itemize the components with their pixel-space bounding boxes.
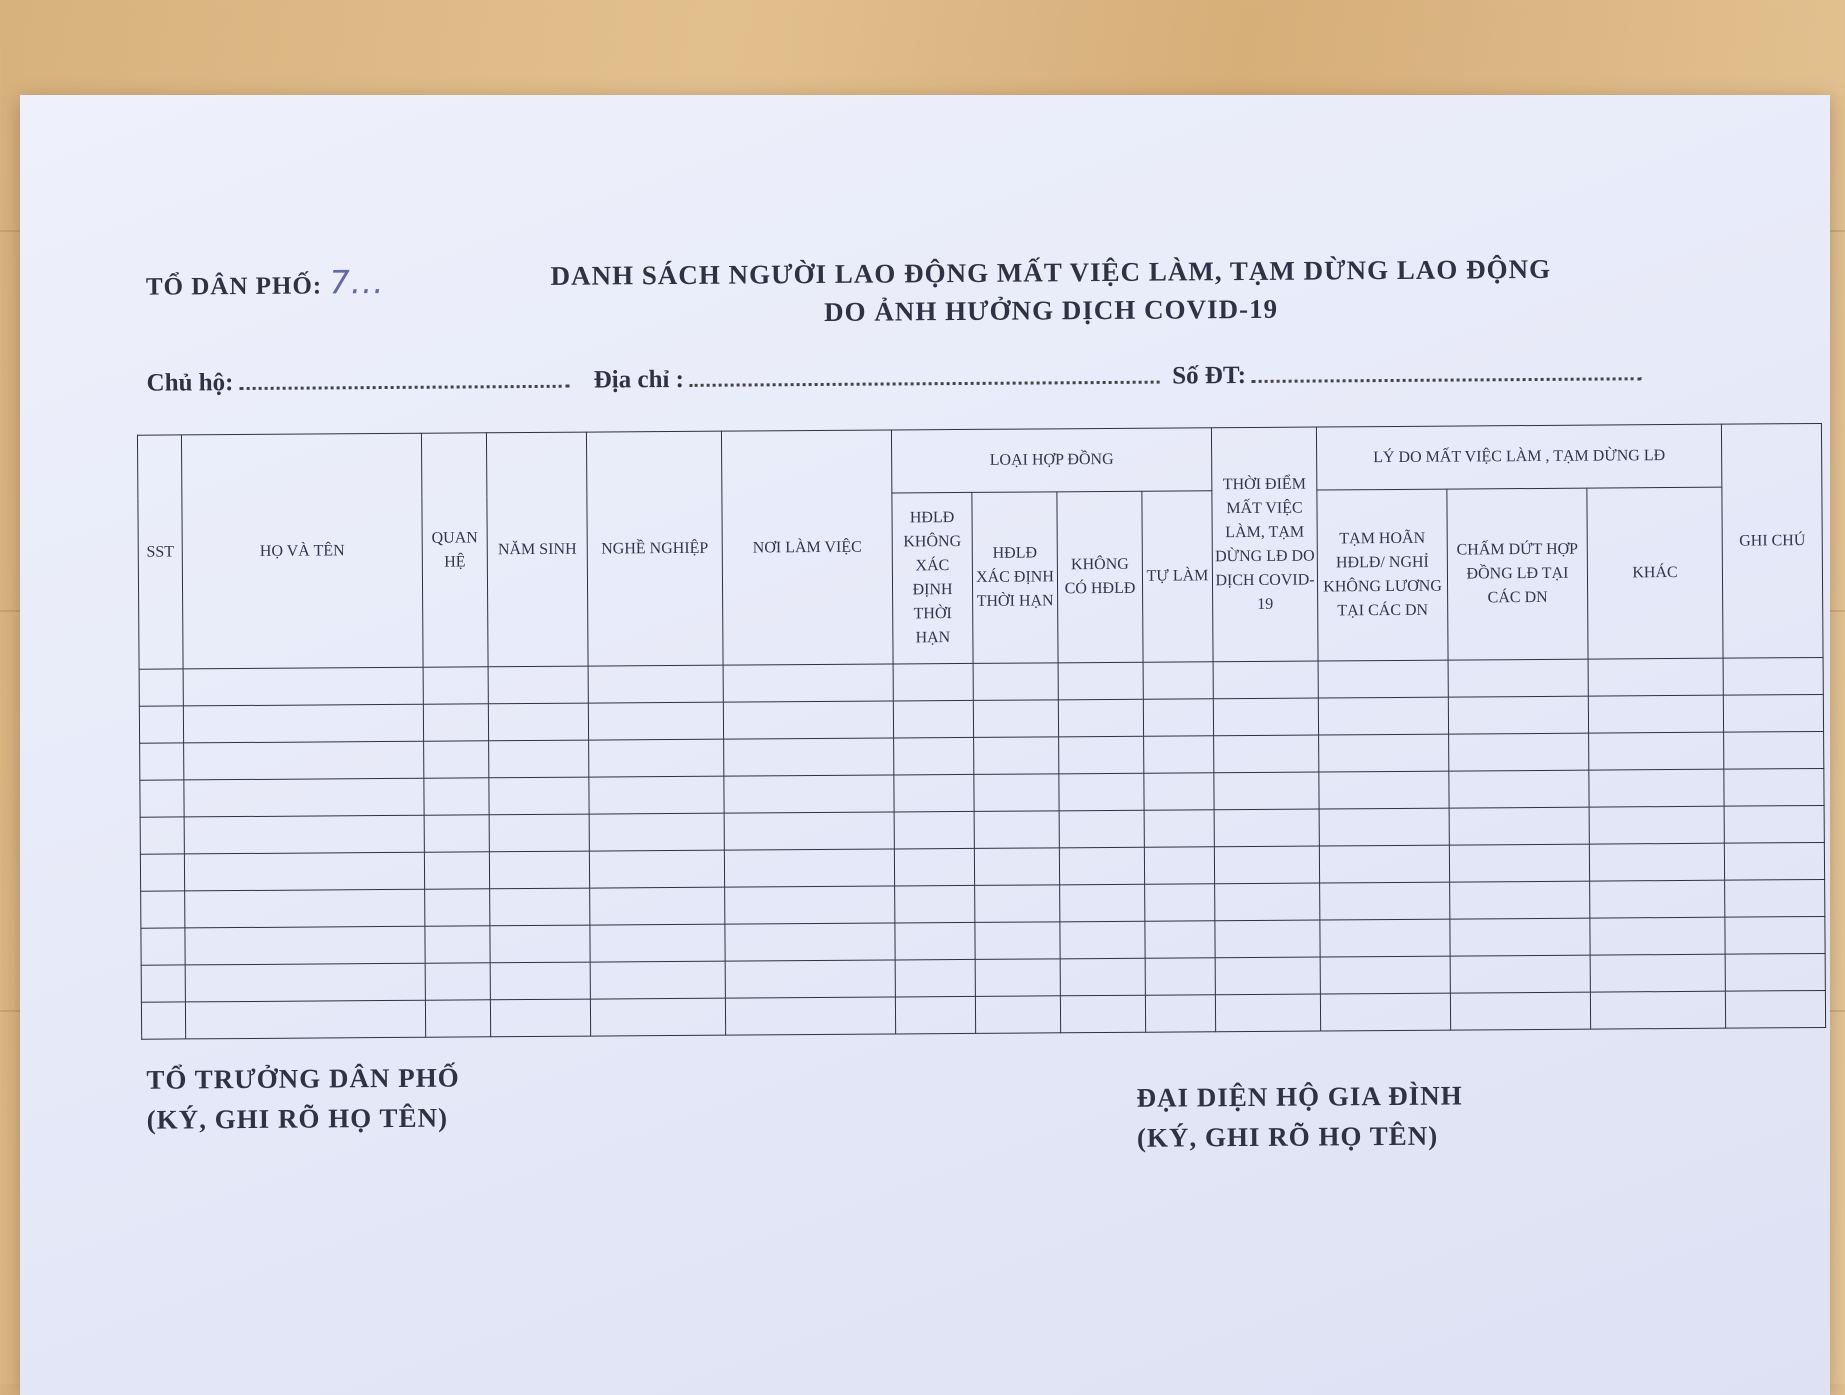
table-cell[interactable] [1059,810,1144,848]
table-cell[interactable] [185,963,425,1002]
form-content [100,143,1806,1255]
table-cell[interactable] [1590,917,1725,955]
table-cell[interactable] [1060,995,1145,1033]
table-cell[interactable] [1724,768,1824,806]
table-cell[interactable] [895,959,975,997]
table-cell[interactable] [424,741,489,778]
dia-chi-field [690,365,1160,387]
table-cell[interactable] [589,776,724,814]
table-cell[interactable] [1449,770,1589,808]
table-cell[interactable] [1448,659,1588,697]
household-info-line [146,359,1706,398]
table-cell[interactable] [425,963,490,1000]
table-cell[interactable] [488,666,588,704]
table-cell[interactable] [1059,773,1144,811]
table-cell[interactable] [1724,805,1824,843]
table-cell[interactable] [1450,881,1590,919]
table-cell[interactable] [974,737,1059,775]
table-cell[interactable] [589,813,724,851]
table-cell[interactable] [895,996,975,1034]
table-cell[interactable] [724,812,894,850]
header-nam-sinh: NĂM SINH [486,432,588,667]
table-cell[interactable] [185,1000,425,1039]
table-cell[interactable] [1059,736,1144,774]
header-nghe-nghiep: NGHỀ NGHIỆP [586,431,723,666]
table-cell[interactable] [1145,995,1215,1032]
table-cell[interactable] [1319,845,1449,883]
table-cell[interactable] [184,815,424,854]
header-ly-do: LÝ DO MẤT VIỆC LÀM , TẠM DỪNG LĐ [1316,424,1721,490]
table-cell[interactable] [1144,773,1214,810]
table-cell[interactable] [975,996,1060,1034]
table-cell[interactable] [894,811,974,849]
table-cell[interactable] [1449,733,1589,771]
table-cell[interactable] [1214,809,1319,847]
header-khac: KHÁC [1587,487,1723,659]
header-loai-hop-dong: LOẠI HỢP ĐỒNG [891,428,1211,493]
table-cell[interactable] [974,774,1059,812]
table-cell[interactable] [1725,879,1825,917]
table-cell[interactable] [895,885,975,923]
table-cell[interactable] [1058,699,1143,737]
table-cell[interactable] [139,706,183,743]
header-noi-lam-viec: NƠI LÀM VIỆC [721,430,893,665]
table-header [137,423,1823,669]
header-khong-co-hdld: KHÔNG CÓ HĐLĐ [1057,491,1143,663]
page-title [461,249,1642,333]
table-cell[interactable] [1590,880,1725,918]
table-cell[interactable] [588,702,723,740]
table-cell[interactable] [1318,660,1448,698]
table-cell[interactable] [1450,918,1590,956]
table-cell[interactable] [975,885,1060,923]
table-cell[interactable] [140,743,184,780]
table-cell[interactable] [590,887,725,925]
table-cell[interactable] [1450,992,1590,1030]
table-cell[interactable] [1725,916,1825,954]
table-cell[interactable] [1725,990,1825,1028]
table-cell[interactable] [1588,695,1723,733]
table-cell[interactable] [894,848,974,886]
table-cell[interactable] [490,888,590,926]
header-ho-ten: HỌ VÀ TÊN [181,433,423,669]
header-quan-he: QUAN HỆ [421,433,488,667]
table-cell[interactable] [894,737,974,775]
header-hdld-khong-xac-dinh: HĐLĐ KHÔNG XÁC ĐỊNH THỜI HẠN [892,492,973,664]
title-line-1: DANH SÁCH NGƯỜI LAO ĐỘNG MẤT VIỆC LÀM, TẠM DỪNG LAO ĐỘNG [550,253,1552,291]
table-cell[interactable] [590,961,725,999]
table-cell[interactable] [424,852,489,889]
table-cell[interactable] [590,998,725,1036]
table-cell[interactable] [1724,842,1824,880]
table-cell[interactable] [139,669,183,706]
table-cell[interactable] [1143,699,1213,736]
table-cell[interactable] [974,848,1059,886]
table-cell[interactable] [489,777,589,815]
table-cell[interactable] [1214,735,1319,773]
worker-list-table [137,423,1826,1040]
table-cell[interactable] [1143,662,1213,699]
document-paper [20,95,1830,1395]
table-cell[interactable] [1320,919,1450,957]
table-cell[interactable] [725,886,895,924]
header-ghi-chu: GHI CHÚ [1721,423,1823,658]
so-dt-field [1252,361,1642,383]
table-cell[interactable] [1215,957,1320,995]
table-cell[interactable] [141,891,185,928]
table-cell[interactable] [1319,771,1449,809]
table-cell[interactable] [1319,734,1449,772]
table-cell[interactable] [1144,847,1214,884]
table-cell[interactable] [184,741,424,780]
header-hdld-xac-dinh: HĐLĐ XÁC ĐỊNH THỜI HẠN [972,492,1058,664]
table-cell[interactable] [1449,807,1589,845]
table-cell[interactable] [723,701,893,739]
table-cell[interactable] [1590,991,1725,1029]
table-cell[interactable] [1214,772,1319,810]
chu-ho-label: Chủ hộ: [146,369,234,397]
table-cell[interactable] [893,663,973,701]
to-truong-instruction: (KÝ, GHI RÕ HỌ TÊN) [146,1102,449,1135]
table-cell[interactable] [588,665,723,703]
table-cell[interactable] [489,740,589,778]
table-cell[interactable] [1144,810,1214,847]
table-cell[interactable] [973,663,1058,701]
table-cell[interactable] [425,1000,490,1037]
dai-dien-instruction: (KÝ, GHI RÕ HỌ TÊN) [1136,1120,1439,1153]
table-cell[interactable] [1320,993,1450,1031]
table-cell[interactable] [1214,846,1319,884]
table-cell[interactable] [1725,953,1825,991]
table-cell[interactable] [1590,954,1725,992]
to-dan-pho-label: TỔ DÂN PHỐ: [145,272,323,301]
table-cell[interactable] [140,817,184,854]
header-sst: SST [137,435,183,669]
table-cell[interactable] [183,667,423,706]
table-cell[interactable] [1059,847,1144,885]
table-cell[interactable] [1145,921,1215,958]
table-cell[interactable] [1215,994,1320,1032]
table-cell[interactable] [1589,843,1724,881]
table-cell[interactable] [490,999,590,1037]
table-cell[interactable] [1589,806,1724,844]
table-cell[interactable] [589,850,724,888]
table-cell[interactable] [1448,696,1588,734]
table-cell[interactable] [1318,697,1448,735]
table-cell[interactable] [974,811,1059,849]
table-cell[interactable] [1450,955,1590,993]
table-cell[interactable] [1145,958,1215,995]
dai-dien-title: ĐẠI DIỆN HỘ GIA ĐÌNH [1136,1080,1463,1113]
table-cell[interactable] [141,965,185,1002]
table-cell[interactable] [490,925,590,963]
table-cell[interactable] [488,703,588,741]
table-cell[interactable] [724,738,894,776]
table-cell[interactable] [725,960,895,998]
table-cell[interactable] [185,889,425,928]
table-cell[interactable] [1723,694,1823,732]
table-cell[interactable] [1319,808,1449,846]
table-cell[interactable] [1449,844,1589,882]
table-cell[interactable] [1588,658,1723,696]
table-cell[interactable] [425,926,490,963]
table-cell[interactable] [184,852,424,891]
to-truong-signature-block [146,1058,460,1140]
table-cell[interactable] [1589,769,1724,807]
header-thoi-diem: THỜI ĐIỂM MẤT VIỆC LÀM, TẠM DỪNG LĐ DO DỊCH COVID-19 [1211,427,1318,662]
dia-chi-label: Địa chỉ : [593,365,685,394]
table-cell[interactable] [183,704,423,743]
table-cell[interactable] [490,962,590,1000]
table-cell[interactable] [1215,883,1320,921]
table-cell[interactable] [1724,731,1824,769]
table-cell[interactable] [589,739,724,777]
table-cell[interactable] [1058,662,1143,700]
table-cell[interactable] [424,815,489,852]
table-cell[interactable] [975,922,1060,960]
table-cell[interactable] [1145,884,1215,921]
table-cell[interactable] [894,774,974,812]
table-cell[interactable] [1060,884,1145,922]
table-cell[interactable] [1320,882,1450,920]
table-cell[interactable] [1213,661,1318,699]
to-dan-pho-value: 7... [329,263,385,302]
table-cell[interactable] [184,778,424,817]
table-cell[interactable] [489,814,589,852]
table-cell[interactable] [1144,736,1214,773]
dai-dien-signature-block [1136,1076,1463,1158]
table-cell[interactable] [140,854,184,891]
so-dt-label: Số ĐT: [1172,362,1247,390]
table-cell[interactable] [424,778,489,815]
table-cell[interactable] [1215,920,1320,958]
table-cell[interactable] [895,922,975,960]
table-cell[interactable] [1060,958,1145,996]
table-cell[interactable] [1213,698,1318,736]
table-cell[interactable] [141,1002,185,1039]
to-dan-pho-line [146,263,385,303]
table-cell[interactable] [489,851,589,889]
table-cell[interactable] [1060,921,1145,959]
table-cell[interactable] [1723,657,1823,695]
table-cell[interactable] [590,924,725,962]
table-cell[interactable] [140,780,184,817]
table-cell[interactable] [423,667,488,704]
chu-ho-field [239,369,569,390]
header-tu-lam: TỰ LÀM [1142,491,1213,662]
table-cell[interactable] [725,923,895,961]
table-cell[interactable] [975,959,1060,997]
table-cell[interactable] [893,700,973,738]
table-cell[interactable] [141,928,185,965]
table-cell[interactable] [724,775,894,813]
table-cell[interactable] [425,889,490,926]
table-cell[interactable] [724,849,894,887]
table-cell[interactable] [1320,956,1450,994]
table-cell[interactable] [725,997,895,1035]
table-cell[interactable] [423,704,488,741]
title-line-2: DO ẢNH HƯỞNG DỊCH COVID-19 [824,293,1279,327]
table-cell[interactable] [185,926,425,965]
table-cell[interactable] [973,700,1058,738]
table-cell[interactable] [1589,732,1724,770]
table-body [139,657,1826,1039]
to-truong-title: TỔ TRƯỞNG DÂN PHỐ [146,1062,460,1095]
header-cham-dut: CHẤM DỨT HỢP ĐỒNG LĐ TẠI CÁC DN [1447,488,1588,660]
table-cell[interactable] [723,664,893,702]
header-tam-hoan: TẠM HOÃN HĐLĐ/ NGHỈ KHÔNG LƯƠNG TẠI CÁC DN [1317,489,1448,661]
